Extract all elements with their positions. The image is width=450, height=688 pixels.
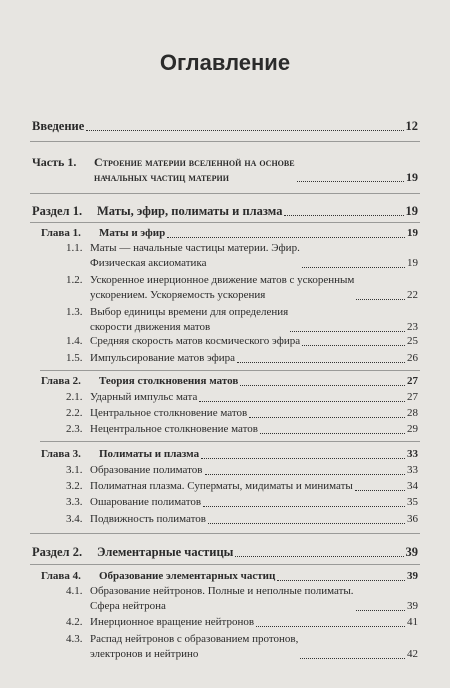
- leader-dots: [356, 298, 405, 300]
- toc-entry-number: 2.3.: [66, 423, 83, 435]
- leader-dots: [167, 236, 405, 238]
- toc-page-number: 25: [407, 335, 418, 347]
- divider: [30, 222, 420, 223]
- divider: [30, 533, 420, 534]
- toc-entry-label: Средняя скорость матов космического эфира: [90, 335, 301, 347]
- toc-entry-section-2[interactable]: [32, 545, 418, 560]
- leader-dots: [297, 180, 404, 182]
- leader-dots: [355, 489, 405, 491]
- toc-entry-label: Образование элементарных частиц: [99, 570, 276, 582]
- toc-page-number: 12: [405, 119, 418, 133]
- toc-page-number: 19: [407, 227, 418, 239]
- toc-entry-number: 2.1.: [66, 391, 83, 403]
- toc-entry-number: Раздел 1.: [32, 204, 83, 218]
- toc-entry-label: Элементарные частицы: [97, 545, 234, 559]
- toc-entry-label-line1: Выбор единицы времени для определения: [90, 306, 289, 318]
- toc-page-number: 19: [406, 170, 418, 184]
- leader-dots: [284, 214, 403, 216]
- leader-dots: [260, 432, 405, 434]
- toc-entry-chapter-3[interactable]: [41, 447, 418, 462]
- toc-entry-number: 4.2.: [66, 616, 83, 628]
- toc-entry-chapter-1[interactable]: [41, 226, 418, 241]
- divider: [30, 193, 420, 194]
- leader-dots: [277, 579, 405, 581]
- toc-page-number: 27: [407, 391, 418, 403]
- toc-page-number: 33: [407, 448, 418, 460]
- toc-entry-section-1[interactable]: [32, 204, 418, 219]
- toc-entry-label-line2: ускорением. Ускоряемость ускорения: [90, 289, 266, 301]
- toc-page-number: 28: [407, 407, 418, 419]
- toc-entry-1-2[interactable]: [66, 273, 418, 303]
- toc-entry-4-1[interactable]: [66, 584, 418, 614]
- page-title: Оглавление: [159, 50, 291, 75]
- leader-dots: [205, 473, 406, 475]
- toc-page-number: 39: [405, 545, 418, 559]
- toc-entry-number: 4.3.: [66, 633, 83, 645]
- toc-entry-label-line2: начальных частиц материи: [94, 170, 229, 184]
- toc-entry-2-3[interactable]: [66, 422, 418, 437]
- leader-dots: [302, 344, 405, 346]
- toc-entry-label: Ударный импульс мата: [90, 391, 198, 403]
- divider: [40, 441, 420, 442]
- leader-dots: [203, 505, 405, 507]
- toc-page-number: 36: [407, 513, 418, 525]
- toc-page-number: 29: [407, 423, 418, 435]
- toc-entry-number: 3.1.: [66, 464, 83, 476]
- toc-entry-label: Подвижность полиматов: [90, 513, 206, 525]
- toc-entry-4-2[interactable]: [66, 615, 418, 630]
- leader-dots: [300, 657, 405, 659]
- toc-entry-label: Полиматы и плазма: [99, 448, 200, 460]
- leader-dots: [199, 400, 405, 402]
- leader-dots: [86, 129, 403, 131]
- toc-entry-chapter-4[interactable]: [41, 569, 418, 584]
- toc-entry-number: 1.2.: [66, 274, 83, 286]
- toc-entry-label: Инерционное вращение нейтронов: [90, 616, 255, 628]
- toc-entry-chapter-2[interactable]: [41, 374, 418, 389]
- toc-entry-part-1[interactable]: [32, 155, 418, 185]
- toc-entry-label-line1: Маты — начальные частицы материи. Эфир.: [90, 242, 300, 254]
- toc-entry-3-1[interactable]: [66, 463, 418, 478]
- toc-entry-number: 1.1.: [66, 242, 83, 254]
- toc-entry-number: Глава 4.: [41, 570, 81, 582]
- toc-entry-label-line2: электронов и нейтрино: [90, 648, 199, 660]
- leader-dots: [290, 330, 405, 332]
- toc-page-number: 41: [407, 616, 418, 628]
- toc-entry-number: 2.2.: [66, 407, 83, 419]
- toc-entry-label: Образование полиматов: [90, 464, 203, 476]
- toc-page-number: 19: [407, 257, 418, 269]
- toc-entry-label: Введение: [32, 119, 85, 133]
- toc-entry-2-2[interactable]: [66, 406, 418, 421]
- toc-page-number: 23: [407, 321, 418, 333]
- toc-entry-label-line2: Физическая аксиоматика: [90, 257, 207, 269]
- divider: [30, 141, 420, 142]
- toc-entry-label: Полиматная плазма. Суперматы, мидиматы и миниматы: [90, 480, 353, 492]
- toc-entry-number: 4.1.: [66, 585, 83, 597]
- leader-dots: [302, 266, 405, 268]
- toc-entry-4-3[interactable]: [66, 632, 418, 662]
- toc-entry-label: Маты и эфир: [99, 227, 166, 239]
- toc-entry-intro[interactable]: [32, 119, 418, 134]
- toc-entry-1-5[interactable]: [66, 351, 418, 366]
- toc-page-number: 39: [407, 600, 418, 612]
- toc-entry-number: Глава 1.: [41, 227, 81, 239]
- toc-entry-label-line2: скорости движения матов: [90, 321, 211, 333]
- toc-page-number: 19: [405, 204, 418, 218]
- leader-dots: [201, 457, 405, 459]
- toc-entry-label: Импульсирование матов эфира: [90, 352, 236, 364]
- toc-entry-label-line2: Сфера нейтрона: [90, 600, 166, 612]
- divider: [30, 564, 420, 565]
- leader-dots: [240, 384, 405, 386]
- toc-entry-1-1[interactable]: [66, 241, 418, 271]
- toc-entry-number: 3.4.: [66, 513, 83, 525]
- leader-dots: [235, 555, 403, 557]
- leader-dots: [249, 416, 405, 418]
- leader-dots: [208, 522, 405, 524]
- toc-entry-1-4[interactable]: [66, 334, 418, 349]
- toc-entry-2-1[interactable]: [66, 390, 418, 405]
- toc-entry-label-line1: Строение материи вселенной на основе: [94, 155, 295, 169]
- toc-entry-number: Раздел 2.: [32, 545, 83, 559]
- toc-entry-number: Глава 2.: [41, 375, 81, 387]
- divider: [40, 370, 420, 371]
- toc-entry-number: 1.3.: [66, 306, 83, 318]
- toc-page-number: 26: [407, 352, 418, 364]
- leader-dots: [237, 361, 405, 363]
- toc-entry-label: Маты, эфир, полиматы и плазма: [97, 204, 283, 218]
- toc-entry-3-2[interactable]: [66, 479, 418, 494]
- toc-entry-number: 3.3.: [66, 496, 83, 508]
- toc-page-number: 27: [407, 375, 418, 387]
- toc-entry-number: Часть 1.: [32, 155, 77, 169]
- toc-entry-label-line1: Распад нейтронов с образованием протонов,: [90, 633, 299, 645]
- toc-page-number: 39: [407, 570, 418, 582]
- toc-page-number: 22: [407, 289, 418, 301]
- toc-page-number: 35: [407, 496, 418, 508]
- toc-entry-label: Центральное столкновение матов: [90, 407, 248, 419]
- toc-entry-3-3[interactable]: [66, 495, 418, 510]
- leader-dots: [256, 625, 405, 627]
- toc-entry-label: Нецентральное столкновение матов: [90, 423, 258, 435]
- toc-entry-label-line1: Ускоренное инерционное движение матов с ускоренным: [90, 274, 355, 286]
- toc-entry-1-3[interactable]: [66, 305, 418, 335]
- toc-entry-number: 1.5.: [66, 352, 83, 364]
- toc-entry-label: Теория столкновения матов: [99, 375, 239, 387]
- toc-page-number: 34: [407, 480, 418, 492]
- toc-page-number: 42: [407, 648, 418, 660]
- toc-page-number: 33: [407, 464, 418, 476]
- toc-entry-number: 1.4.: [66, 335, 83, 347]
- toc-entry-3-4[interactable]: [66, 512, 418, 527]
- leader-dots: [356, 609, 405, 611]
- toc-entry-label-line1: Образование нейтронов. Полные и неполные полиматы.: [90, 585, 354, 597]
- toc-entry-number: Глава 3.: [41, 448, 81, 460]
- toc-entry-label: Ошарование полиматов: [90, 496, 202, 508]
- toc-entry-number: 3.2.: [66, 480, 83, 492]
